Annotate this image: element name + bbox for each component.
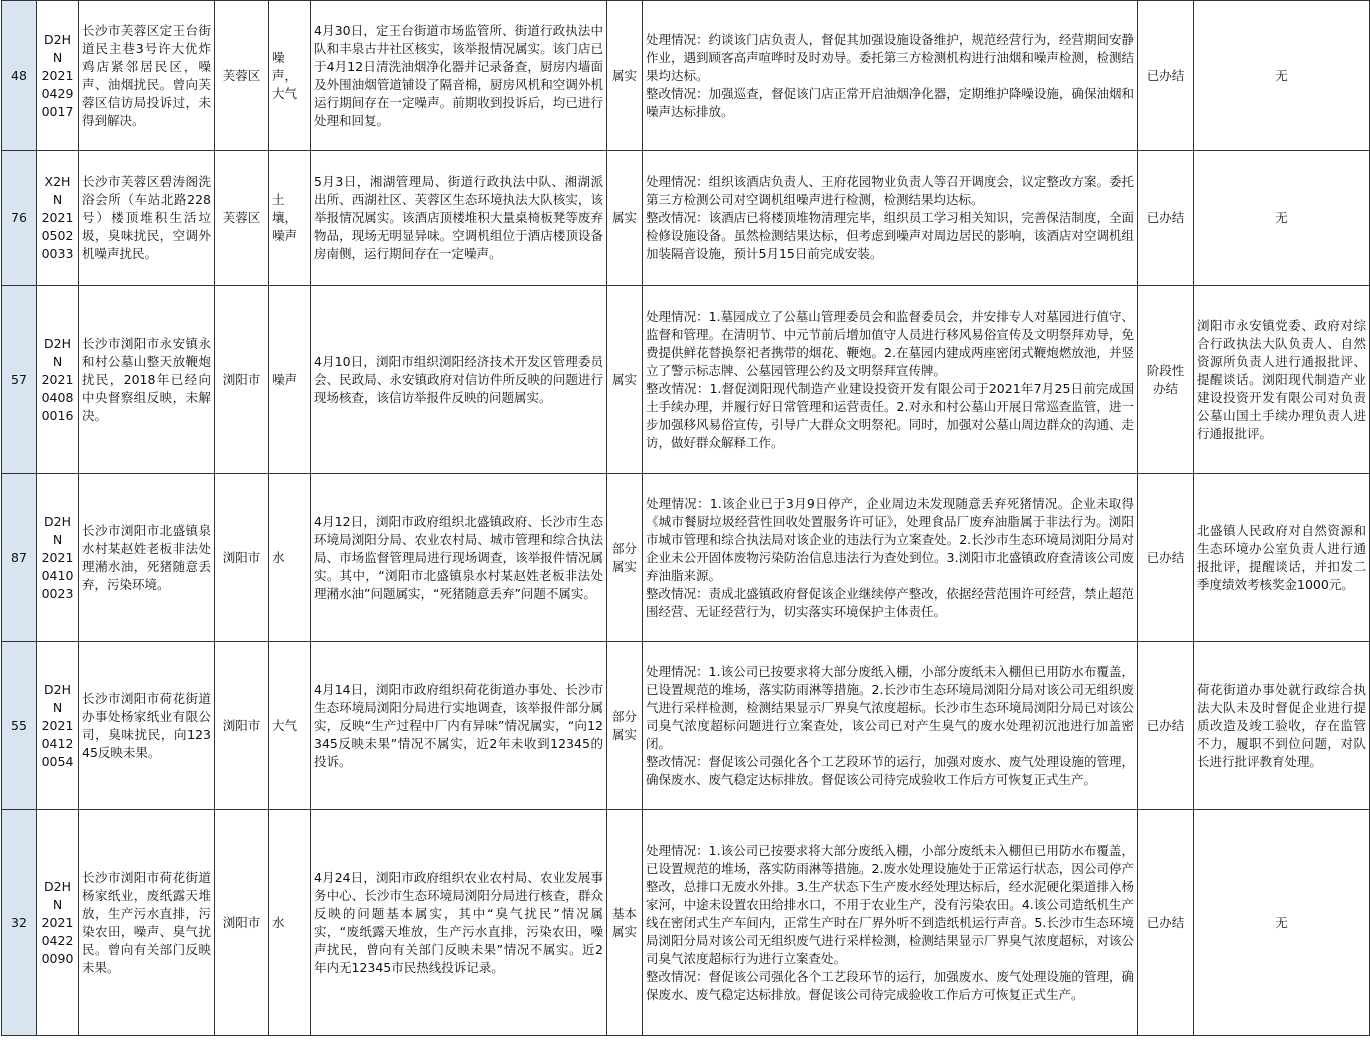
handling-text: 处理情况：1.墓园成立了公墓山管理委员会和监督委员会，并安排专人对墓园进行值守、监督和管理。在清明节、中元节前后增加值守人员进行移风易俗宣传及文明祭拜劝导，免费提供鲜花替换祭祀者携带的烟花、鞭炮。2.在墓园内建成两座密闭式鞭炮燃放池，并竖立了警示标志牌、公墓园管理公约及文明祭拜宣传牌。 bbox=[646, 308, 1134, 378]
complaint-text: 长沙市浏阳市永安镇永和村公墓山整天放鞭炮扰民，2018年已经向中央督察组反映，未解决。 bbox=[82, 335, 211, 423]
table-row bbox=[2, 1, 1370, 151]
case-status-text: 已办结 bbox=[1146, 67, 1185, 83]
rectification-text: 整改情况：督促该公司强化各个工艺段环节的运行，加强废水、废气处理设施的管理，确保废水、废气稳定达标排放。督促该公司待完成验收工作后方可恢复正式生产。 bbox=[646, 968, 1134, 1002]
handling-result bbox=[643, 151, 1138, 286]
handling-result bbox=[643, 1, 1138, 151]
verdict bbox=[607, 642, 643, 810]
accountability-text: 无 bbox=[1275, 210, 1288, 225]
handling-text: 处理情况：组织该酒店负责人、王府花园物业负责人等召开调度会，议定整改方案。委托第三方检测公司对空调机组噪声进行检测，检测结果均达标。 bbox=[646, 174, 1134, 207]
table-row bbox=[2, 151, 1370, 286]
district-text: 浏阳市 bbox=[222, 549, 261, 565]
investigation-text: 5月3日，湘湖管理局、街道行政执法中队、湘湖派出所、西湖社区、芙蓉区生态环境执法大队核实，该举报情况属实。该酒店顶楼堆积大量桌椅板凳等废弃物品，现场无明显异味。空调机组位于酒店楼顶设备房南侧，运行期间存在一定噪声。 bbox=[314, 174, 603, 261]
row-number-text: 55 bbox=[11, 717, 27, 733]
verdict-text: 属实 bbox=[611, 67, 637, 83]
pollution-type bbox=[269, 151, 311, 286]
row-number-text: 57 bbox=[11, 371, 27, 387]
complaint-content bbox=[79, 151, 215, 286]
complaint-text: 长沙市浏阳市北盛镇泉水村某赵姓老板非法处理潲水油，死猪随意丢弃，污染环境。 bbox=[82, 522, 211, 592]
table-row bbox=[2, 286, 1370, 474]
rectification-text: 整改情况：督促该公司强化各个工艺段环节的运行，加强对废水、废气处理设施的管理，确保废水、废气稳定达标排放。督促该公司待完成验收工作后方可恢复正式生产。 bbox=[646, 753, 1134, 787]
row-number bbox=[2, 642, 37, 810]
investigation-text: 4月24日，浏阳市政府组织农业农村局、农业发展事务中心、长沙市生态环境局浏阳分局进行核查，群众反映的问题基本属实，其中“臭气扰民”情况属实，“废纸露天堆放，生产污水直排，污染农田，噪声扰民，曾向有关部门反映未果”情况不属实。近2年内无12345市民热线投诉记录。 bbox=[314, 869, 603, 975]
handling-text: 处理情况：约谈该门店负责人，督促其加强设施设备维护，规范经营行为，经营期间安静作业，遇到顾客高声喧哗时及时劝导。委托第三方检测机构进行油烟和噪声检测，检测结果均达标。 bbox=[646, 31, 1134, 83]
district-text: 浏阳市 bbox=[222, 371, 261, 387]
district bbox=[215, 151, 269, 286]
complaint-content bbox=[79, 810, 215, 1036]
accountability-text: 荷花街道办事处就行政综合执法大队未及时督促企业进行提质改造及竣工验收，存在监管不力，履职不到位问题，对队长进行批评教育处理。 bbox=[1197, 681, 1366, 769]
district-text: 芙蓉区 bbox=[222, 67, 261, 83]
table-row bbox=[2, 474, 1370, 642]
table-row bbox=[2, 642, 1370, 810]
district bbox=[215, 642, 269, 810]
accountability bbox=[1194, 474, 1370, 642]
case-status-text: 已办结 bbox=[1146, 914, 1185, 930]
row-number bbox=[2, 1, 37, 151]
case-code bbox=[37, 151, 79, 286]
case-table bbox=[1, 0, 1370, 1036]
verdict bbox=[607, 474, 643, 642]
case-code-text: D2HN 2021 0412 0054 bbox=[41, 681, 74, 769]
table-body bbox=[2, 1, 1370, 1036]
row-number bbox=[2, 474, 37, 642]
accountability bbox=[1194, 1, 1370, 151]
pollution-type-text: 噪声，大气 bbox=[272, 49, 298, 101]
case-code-text: D2HN 2021 0410 0023 bbox=[41, 513, 74, 601]
pollution-type bbox=[269, 474, 311, 642]
complaint-content bbox=[79, 642, 215, 810]
accountability-text: 无 bbox=[1275, 67, 1288, 83]
case-code-text: D2HN 2021 0422 0090 bbox=[41, 878, 74, 966]
verdict bbox=[607, 286, 643, 474]
investigation bbox=[311, 642, 607, 810]
row-number-text: 76 bbox=[11, 210, 27, 225]
rectification-text: 整改情况：1.督促浏阳现代制造产业建设投资开发有限公司于2021年7月25日前完成国土手续办理，并履行好日常管理和运营责任。2.对永和村公墓山开展日常巡查监管，进一步加强移风易俗宣传，引导广大群众文明祭祀。同时，加强对公墓山周边群众的沟通、走访，做好群众解释工作。 bbox=[646, 380, 1134, 450]
case-code bbox=[37, 642, 79, 810]
case-status bbox=[1138, 286, 1194, 474]
accountability bbox=[1194, 642, 1370, 810]
row-number-text: 87 bbox=[11, 549, 27, 565]
complaint-text: 长沙市浏阳市荷花街道办事处杨家纸业有限公司，臭味扰民，向12345反映未果。 bbox=[82, 690, 211, 760]
pollution-type bbox=[269, 1, 311, 151]
district-text: 浏阳市 bbox=[222, 717, 261, 733]
investigation bbox=[311, 286, 607, 474]
verdict-text: 属实 bbox=[611, 210, 637, 225]
rectification-text: 整改情况：责成北盛镇政府督促该企业继续停产整改，依据经营范围许可经营，禁止超范围经营、无证经营行为，切实落实环境保护主体责任。 bbox=[646, 585, 1134, 619]
district-text: 芙蓉区 bbox=[222, 210, 261, 225]
investigation bbox=[311, 474, 607, 642]
district bbox=[215, 286, 269, 474]
complaint-text: 长沙市芙蓉区定王台街道民主巷3号许大优炸鸡店紧邻居民区，噪声、油烟扰民。曾向芙蓉区信访局投诉过，未得到解决。 bbox=[82, 22, 211, 128]
accountability-text: 无 bbox=[1275, 914, 1288, 930]
rectification-text: 整改情况：该酒店已将楼顶堆物清理完毕，组织员工学习相关知识，完善保洁制度，全面检修设施设备。虽然检测结果达标，但考虑到噪声对周边居民的影响，该酒店对空调机组加装隔音设施，预计5月15日前完成安装。 bbox=[646, 210, 1134, 261]
case-status bbox=[1138, 474, 1194, 642]
accountability bbox=[1194, 286, 1370, 474]
handling-result bbox=[643, 286, 1138, 474]
verdict bbox=[607, 1, 643, 151]
case-code bbox=[37, 1, 79, 151]
verdict bbox=[607, 810, 643, 1036]
investigation-text: 4月14日，浏阳市政府组织荷花街道办事处、长沙市生态环境局浏阳分局进行实地调查，该举报件部分属实，反映“生产过程中厂内有异味”情况属实，“向12345反映未果”情况不属实，近2年未收到12345的投诉。 bbox=[314, 681, 603, 769]
investigation bbox=[311, 151, 607, 286]
table-row bbox=[2, 810, 1370, 1036]
case-code bbox=[37, 810, 79, 1036]
rectification-text: 整改情况：加强巡查，督促该门店正常开启油烟净化器，定期维护降噪设施，确保油烟和噪声达标排放。 bbox=[646, 85, 1134, 119]
investigation bbox=[311, 810, 607, 1036]
complaint-content bbox=[79, 286, 215, 474]
case-code-text: D2HN 2021 0408 0016 bbox=[41, 335, 74, 423]
district-text: 浏阳市 bbox=[222, 914, 261, 930]
case-status-text: 已办结 bbox=[1146, 210, 1185, 225]
handling-text: 处理情况：1.该企业已于3月9日停产，企业周边未发现随意丢弃死猪情况。企业未取得《城市餐厨垃圾经营性回收处置服务许可证》，处理食品厂废弃油脂属于非法行为。浏阳市城市管理和综合执法局对该企业的违法行为立案查处。2.长沙市生态环境局浏阳分局对企业未公开固体废物污染防治信息违法行为查处到位。3.浏阳市北盛镇政府查清该公司废弃油脂来源。 bbox=[646, 495, 1134, 583]
verdict-text: 属实 bbox=[611, 371, 637, 387]
handling-text: 处理情况：1.该公司已按要求将大部分废纸入棚，小部分废纸未入棚但已用防水布覆盖，已设置规范的堆场，落实防雨淋等措施。2.废水处理设施处于正常运行状态，因公司停产整改，总排口无废水外排。3.生产状态下生产废水经处理达标后，经水泥硬化渠道排入杨家河，中途未设置农田给排水口，不用于农业生产，没有污染农田。4.该公司造纸机生产线在密闭式生产车间内，正常生产时在厂界外听不到造纸机运行声音。5.长沙市生态环境局浏阳分局对该公司无组织废气进行采样检测，检测结果显示厂界臭气浓度超标，对该公司臭气浓度超标行为进行立案查处。 bbox=[646, 842, 1134, 966]
case-code-text: D2HN 2021 0429 0017 bbox=[41, 31, 74, 119]
row-number-text: 32 bbox=[11, 914, 27, 930]
district bbox=[215, 474, 269, 642]
investigation-text: 4月12日，浏阳市政府组织北盛镇政府、长沙市生态环境局浏阳分局、农业农村局、城市管理和综合执法局、市场监督管理局进行现场调查，该举报件情况属实。其中，“浏阳市北盛镇泉水村某赵姓老板非法处理潲水油”问题属实，“死猪随意丢弃”问题不属实。 bbox=[314, 513, 603, 601]
complaint-text: 长沙市浏阳市荷花街道杨家纸业，废纸露天堆放，生产污水直排，污染农田，噪声、臭气扰民。曾向有关部门反映未果。 bbox=[82, 869, 211, 975]
accountability bbox=[1194, 151, 1370, 286]
pollution-type-text: 水 bbox=[272, 549, 285, 565]
row-number bbox=[2, 286, 37, 474]
handling-text: 处理情况：1.该公司已按要求将大部分废纸入棚，小部分废纸未入棚但已用防水布覆盖，已设置规范的堆场，落实防雨淋等措施。2.长沙市生态环境局浏阳分局对该公司无组织废气进行采样检测，检测结果显示厂界臭气浓度超标。长沙市生态环境局浏阳分局已对该公司臭气浓度超标问题进行立案查处，该公司已对产生臭气的废水处理初沉池进行加盖密闭。 bbox=[646, 663, 1134, 751]
handling-result bbox=[643, 810, 1138, 1036]
verdict-text: 部分属实 bbox=[611, 708, 637, 742]
accountability-text: 浏阳市永安镇党委、政府对综合行政执法大队负责人、自然资源所负责人进行通报批评、提醒谈话。浏阳现代制造产业建设投资开发有限公司对负责公墓山国土手续办理负责人进行通报批评。 bbox=[1197, 317, 1366, 441]
case-code-text: X2HN 2021 0502 0033 bbox=[41, 174, 74, 261]
row-number-text: 48 bbox=[11, 67, 27, 83]
verdict-text: 部分属实 bbox=[611, 540, 637, 574]
district bbox=[215, 1, 269, 151]
case-status bbox=[1138, 1, 1194, 151]
pollution-type bbox=[269, 810, 311, 1036]
pollution-type-text: 水 bbox=[272, 914, 285, 930]
accountability bbox=[1194, 810, 1370, 1036]
pollution-type-text: 大气 bbox=[272, 717, 298, 733]
case-code bbox=[37, 286, 79, 474]
case-status bbox=[1138, 810, 1194, 1036]
complaint-content bbox=[79, 474, 215, 642]
case-status bbox=[1138, 151, 1194, 286]
complaint-text: 长沙市芙蓉区碧涛阁洗浴会所（车站北路228号）楼顶堆积生活垃圾，臭味扰民，空调外机噪声扰民。 bbox=[82, 174, 211, 261]
pollution-type bbox=[269, 286, 311, 474]
case-status-text: 已办结 bbox=[1146, 717, 1185, 733]
row-number bbox=[2, 151, 37, 286]
pollution-type-text: 土壤，噪声 bbox=[272, 192, 298, 243]
complaint-content bbox=[79, 1, 215, 151]
case-status bbox=[1138, 642, 1194, 810]
pollution-type-text: 噪声 bbox=[272, 371, 298, 387]
handling-result bbox=[643, 474, 1138, 642]
pollution-type bbox=[269, 642, 311, 810]
case-status-text: 阶段性办结 bbox=[1146, 362, 1185, 396]
row-number bbox=[2, 810, 37, 1036]
investigation-text: 4月30日，定王台街道市场监管所、街道行政执法中队和丰泉古井社区核实，该举报情况属实。该门店已于4月12日清洗油烟净化器并记录备查，厨房内墙面及外围油烟管道铺设了隔音棉，厨房风机和空调外机运行期间存在一定噪声。前期收到投诉后，均已进行处理和回复。 bbox=[314, 22, 603, 128]
verdict-text: 基本属实 bbox=[611, 905, 637, 939]
case-code bbox=[37, 474, 79, 642]
verdict bbox=[607, 151, 643, 286]
investigation-text: 4月10日，浏阳市组织浏阳经济技术开发区管理委员会、民政局、永安镇政府对信访件所反映的问题进行现场核查，该信访举报件反映的问题属实。 bbox=[314, 353, 603, 405]
district bbox=[215, 810, 269, 1036]
accountability-text: 北盛镇人民政府对自然资源和生态环境办公室负责人进行通报批评，提醒谈话，并扣发二季度绩效考核奖金1000元。 bbox=[1197, 522, 1366, 592]
case-status-text: 已办结 bbox=[1146, 549, 1185, 565]
investigation bbox=[311, 1, 607, 151]
handling-result bbox=[643, 642, 1138, 810]
